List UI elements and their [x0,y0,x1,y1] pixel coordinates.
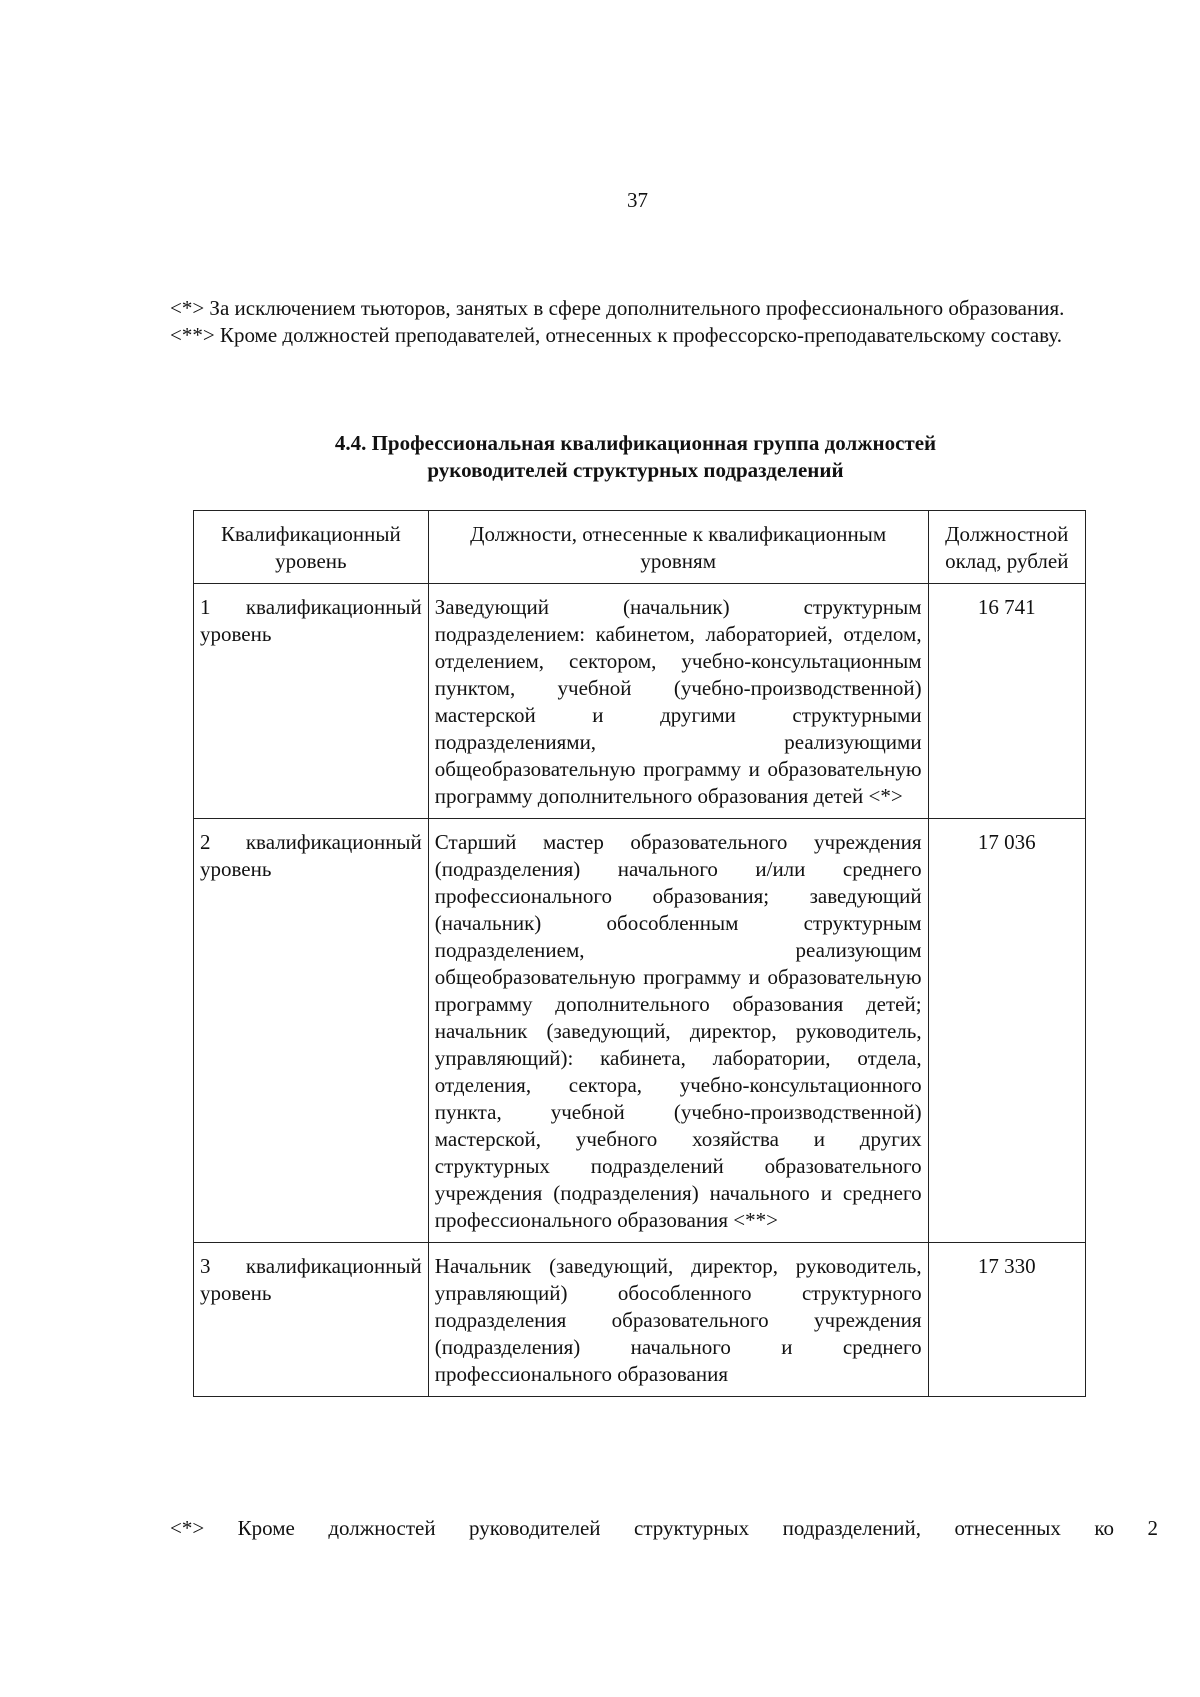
header-level: Квалификационный уровень [194,511,429,584]
cell-level: 3 квалификационный уровень [194,1243,429,1397]
qualification-table [193,510,1086,1397]
footnotes-top [118,295,1153,349]
table-row [194,1243,1086,1397]
section-title [118,430,1153,484]
cell-salary: 17 036 [928,819,1085,1243]
cell-positions: Заведующий (начальник) структурным подразделением: кабинетом, лабораторией, отделом, отделением, сектором, учебно-консультационным пунктом, учебной (учебно-производственной) мастерской и другими структурными подразделениями, реализующими общеобразовательную программу и образовательную программу дополнительного образования детей <*> [428,584,928,819]
section-title-line-1: 4.4. Профессиональная квалификационная группа должностей [334,431,937,455]
header-salary: Должностной оклад, рублей [928,511,1085,584]
cell-positions: Старший мастер образовательного учреждения (подразделения) начального и/или среднего профессионального образования; заведующий (начальник) обособленным структурным подразделением, реализующим общеобразовательную программу и образовательную программу дополнительного образования детей; начальник (заведующий, директор, руководитель, управляющий): кабинета, лаборатории, отдела, отделения, сектора, учебно-консультационного пункта, учебной (учебно-производственной) мастерской, учебного хозяйства и других структурных подразделений образовательного учреждения (подразделения) начального и среднего профессионального образования <**> [428,819,928,1243]
table-header-row [194,511,1086,584]
cell-level: 1 квалификационный уровень [194,584,429,819]
cell-positions: Начальник (заведующий, директор, руководитель, управляющий) обособленного структурного подразделения образовательного учреждения (подразделения) начального и среднего профессионального образования [428,1243,928,1397]
cell-salary: 16 741 [928,584,1085,819]
footnote-bottom: <*> Кроме должностей руководителей структурных подразделений, отнесенных ко 2 [170,1516,1158,1540]
table-row [194,819,1086,1243]
page-number: 37 [627,188,648,212]
section-title-line-2: руководителей структурных подразделений [427,458,844,482]
table-row [194,584,1086,819]
footnote-2: <**> Кроме должностей преподавателей, отнесенных к профессорско-преподавательскому составу. [170,323,1062,347]
cell-level: 2 квалификационный уровень [194,819,429,1243]
header-positions: Должности, отнесенные к квалификационным уровням [428,511,928,584]
cell-salary: 17 330 [928,1243,1085,1397]
footnote-1: <*> За исключением тьюторов, занятых в сфере дополнительного профессионального образования. [170,296,1065,320]
